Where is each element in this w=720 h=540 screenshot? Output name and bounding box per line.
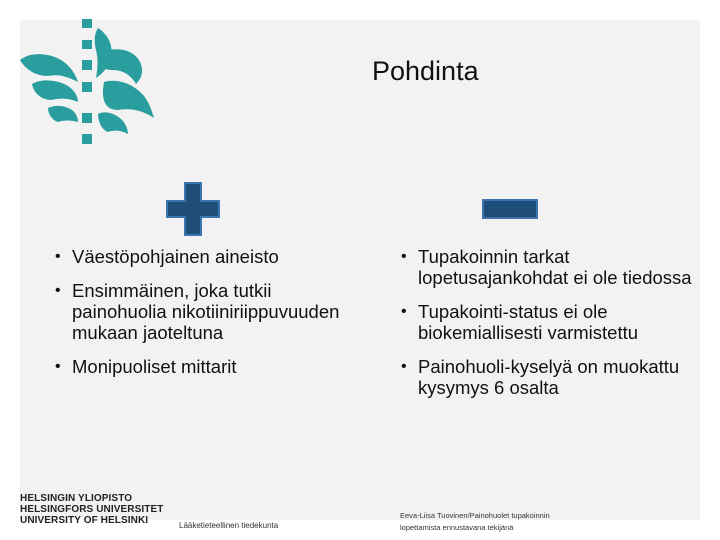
footer-credit <box>400 510 550 534</box>
faculty-name: Lääketieteellinen tiedekunta <box>179 521 279 530</box>
university-name <box>20 493 163 526</box>
footer-credit-line: lopettamista ennustavana tekijänä <box>400 523 514 532</box>
pros-item: • Väestöpohjainen aineisto <box>55 246 355 267</box>
cons-item: • Painohuoli-kyselyä on muokattu kysymys 6 osalta <box>401 356 701 398</box>
cons-item: • Tupakoinnin tarkat lopetusajankohdat ei ole tiedossa <box>401 246 701 288</box>
university-logo <box>18 18 158 148</box>
pros-item: • Monipuoliset mittarit <box>55 356 355 377</box>
university-name-line: HELSINGIN YLIOPISTO <box>20 493 133 504</box>
footer-credit-line: Eeva-Liisa Tuovinen/Painohuolet tupakoinnin <box>400 511 550 520</box>
plus-icon <box>166 182 220 236</box>
university-name-line: UNIVERSITY OF HELSINKI <box>20 515 149 526</box>
pros-item: • Ensimmäinen, joka tutkii painohuolia nikotiiniriippuvuuden mukaan jaoteltuna <box>55 280 355 343</box>
minus-icon <box>482 199 538 219</box>
cons-list <box>401 246 701 411</box>
university-name-line: HELSINGFORS UNIVERSITET <box>20 504 164 515</box>
pros-list <box>55 246 355 390</box>
slide-title: Pohdinta <box>372 56 479 86</box>
cons-item: • Tupakointi-status ei ole biokemiallisesti varmistettu <box>401 301 701 343</box>
